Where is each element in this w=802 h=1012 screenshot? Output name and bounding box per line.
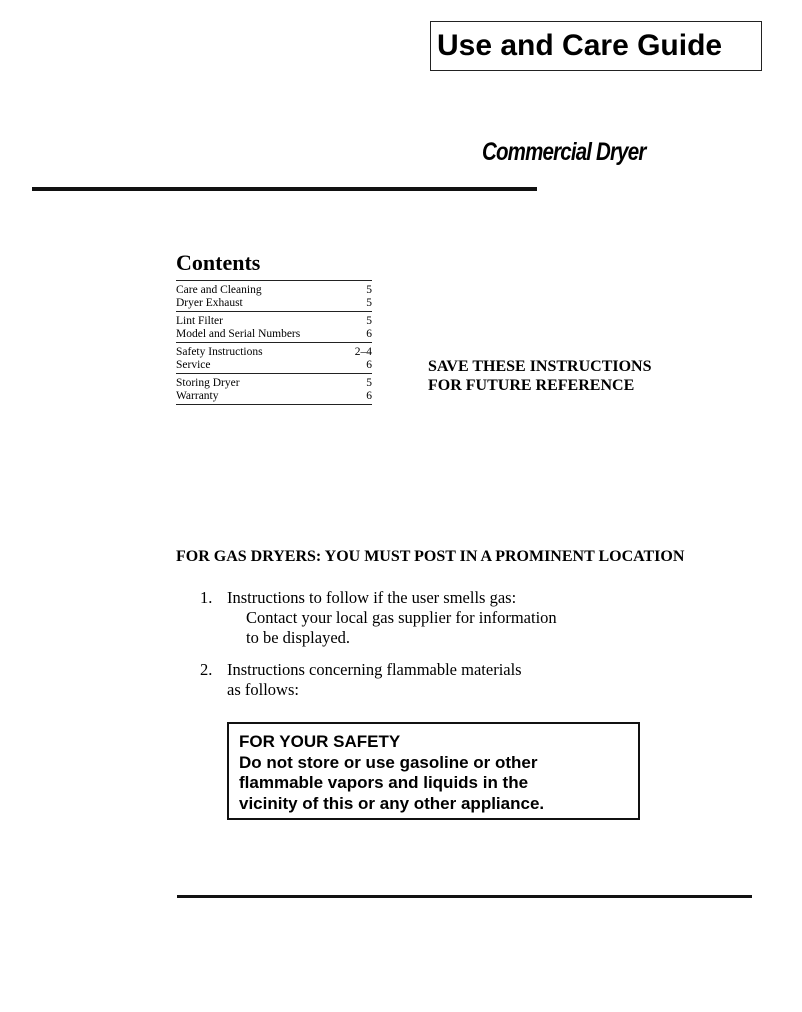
toc-group (176, 280, 372, 311)
toc-entry (176, 377, 372, 390)
instruction-number: 1. (200, 588, 213, 607)
safety-warning-box (227, 722, 640, 820)
toc-page: 6 (366, 389, 372, 402)
toc-entry (176, 346, 372, 359)
bottom-divider (177, 895, 752, 898)
toc-entry (176, 284, 372, 297)
toc-label: Safety Instructions (176, 346, 263, 358)
table-of-contents (176, 280, 372, 405)
toc-entry (176, 315, 372, 328)
top-divider (32, 187, 537, 191)
toc-entry (176, 297, 372, 310)
toc-label: Warranty (176, 389, 219, 402)
gas-dryer-notice-heading: FOR GAS DRYERS: YOU MUST POST IN A PROMINENT LOCATION (176, 548, 685, 565)
safety-text: vicinity of this or any other appliance. (239, 793, 545, 813)
safety-text: flammable vapors and liquids in the (239, 773, 529, 792)
gas-instructions-list (200, 588, 660, 712)
save-note-line: FOR FUTURE REFERENCE (428, 377, 635, 394)
save-note-line: SAVE THESE INSTRUCTIONS (428, 358, 652, 375)
instruction-item (200, 660, 660, 700)
toc-label: Storing Dryer (176, 377, 240, 389)
toc-group (176, 373, 372, 405)
toc-page: 5 (366, 377, 372, 389)
instruction-subtext: as follows: (227, 680, 299, 699)
toc-page: 5 (366, 284, 372, 296)
toc-label: Service (176, 358, 211, 371)
guide-title: Use and Care Guide (430, 21, 762, 71)
contents-heading: Contents (176, 250, 261, 275)
toc-entry (176, 390, 372, 403)
toc-label: Model and Serial Numbers (176, 327, 301, 340)
safety-text: Do not store or use gasoline or other (239, 752, 538, 772)
save-instructions-note (428, 357, 652, 395)
toc-page: 5 (366, 296, 372, 309)
product-subtitle: Commercial Dryer (482, 138, 646, 166)
safety-heading: FOR YOUR SAFETY (239, 732, 401, 751)
toc-page: 5 (366, 315, 372, 327)
toc-label: Lint Filter (176, 315, 223, 327)
toc-page: 6 (366, 358, 372, 371)
toc-entry (176, 359, 372, 372)
toc-page: 2–4 (354, 346, 372, 358)
toc-group (176, 342, 372, 373)
instruction-item (200, 588, 660, 648)
toc-page: 6 (366, 327, 372, 340)
toc-entry (176, 328, 372, 341)
instruction-number: 2. (200, 660, 213, 679)
instruction-text: Instructions to follow if the user smells gas: (227, 588, 517, 607)
toc-label: Care and Cleaning (176, 284, 262, 296)
instruction-subtext: to be displayed. (246, 628, 351, 647)
instruction-subtext: Contact your local gas supplier for information (246, 608, 557, 627)
toc-label: Dryer Exhaust (176, 296, 243, 309)
instruction-text: Instructions concerning flammable materials (227, 660, 522, 679)
toc-group (176, 311, 372, 342)
